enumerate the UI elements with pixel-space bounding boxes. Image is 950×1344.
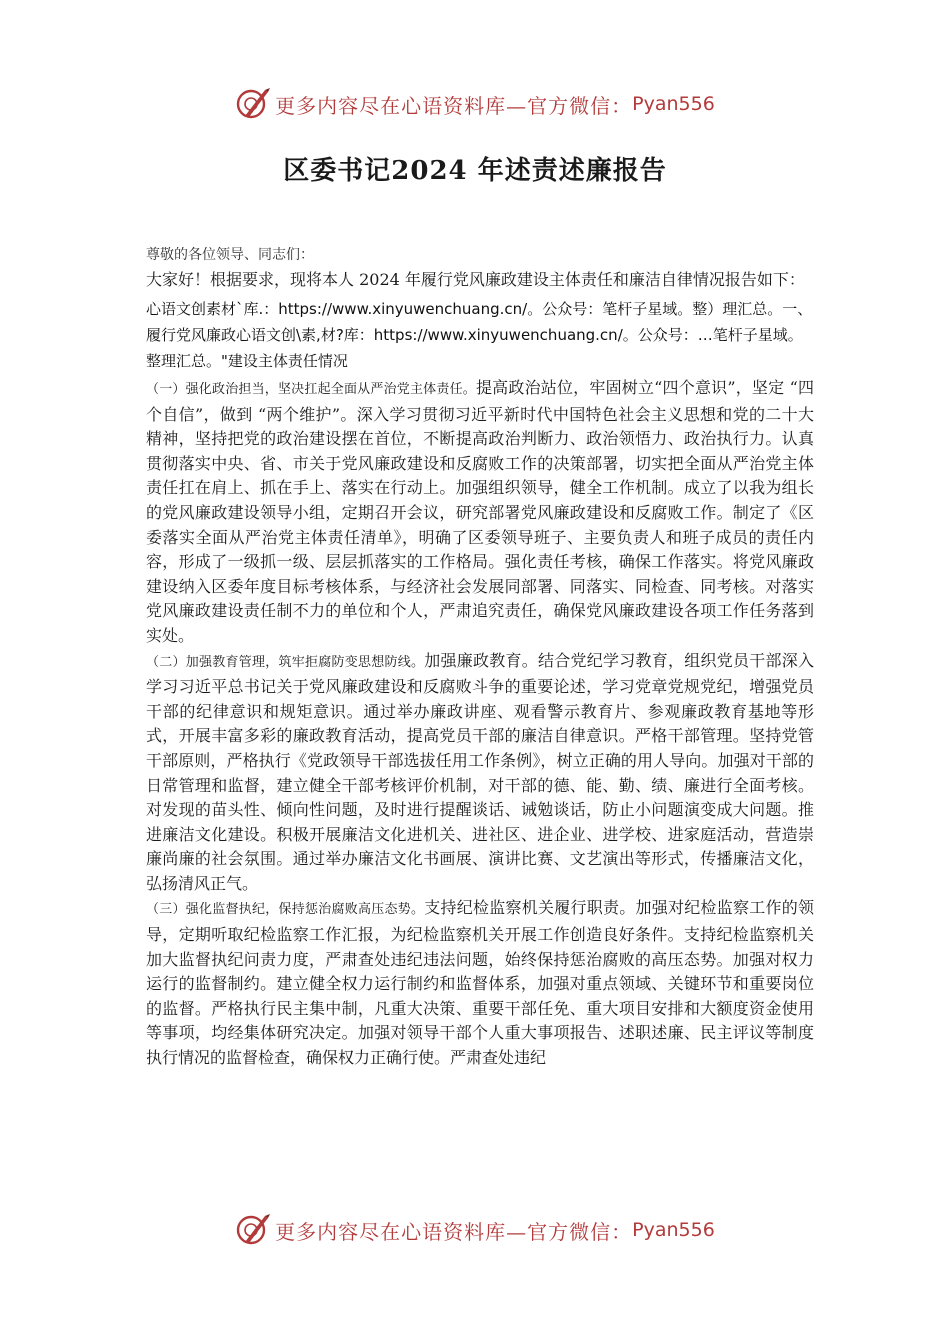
section-body-1: 提高政治站位，牢固树立“四个意识”，坚定 “四个自信”，做到 “两个维护”。深入学习贯彻习近平新时代中国特色社会主义思想和党的二十大精神，坚持把党的政治建设摆在首位，不断提高政治判断力、政治领悟力、政治执行力。认真贯彻落实中央、省、市关于党风廉政建设和反腐败工作的决策部署，切实把全面从严治党主体责任扛在肩上、抓在手上、落实在行动上。加强组织领导，健全工作机制。成立了以我为组长的党风廉政建设领导小组，定期召开会议，研究部署党风廉政建设和反腐败工作。制定了《区委落实全面从严治党主体责任清单》，明确了区委领导班子、主要负责人和班子成员的责任内容，形成了一级抓一级、层层抓落实的工作格局。强化责任考核，确保工作落实。将党风廉政建设纳入区委年度目标考核体系，与经济社会发展同部署、同落实、同检查、同考核。对落实党风廉政建设责任制不力的单位和个人，严肃追究责任，确保党风廉政建设各项工作任务落到实处。 bbox=[146, 378, 814, 645]
section-heading-3: （三）强化监督执纪，保持惩治腐败高压态势。 bbox=[146, 902, 425, 918]
source-notice: 心语文创素材`库.：https://www.xinyuwenchuang.cn/。公众号：笔杆子星域。整）理汇总。一、履行党风廉政心语文创\素,材?库：https://www.xinyuwenchuang.cn/。公众号：…笔杆子星域。整理汇总。"建设主体责任情况 bbox=[146, 300, 813, 370]
banner-text: 更多内容尽在心语资料库—官方微信： bbox=[275, 93, 633, 118]
section-paragraph-2 bbox=[146, 649, 814, 897]
section-heading-1: （一）强化政治担当，坚决扛起全面从严治党主体责任。 bbox=[146, 382, 476, 397]
section-body-2: 加强廉政教育。结合党纪学习教育，组织党员干部深入学习习近平总书记关于党风廉政建设和反腐败斗争的重要论述，学习党章党规党纪，增强党员干部的纪律意识和规矩意识。通过举办廉政讲座、观看警示教育片、参观廉政教育基地等形式，开展丰富多彩的廉政教育活动，提高党员干部的廉洁自律意识。严格干部管理。坚持党管干部原则，严格执行《党政领导干部选拔任用工作条例》，树立正确的用人导向。加强对干部的日常管理和监督，建立健全干部考核评价机制，对干部的德、能、勤、绩、廉进行全面考核。对发现的苗头性、倾向性问题，及时进行提醒谈话、诫勉谈话，防止小问题演变成大问题。推进廉洁文化建设。积极开展廉洁文化进机关、进社区、进企业、进学校、进家庭活动，营造崇廉尚廉的社会氛围。通过举办廉洁文化书画展、演讲比赛、文艺演出等形式，传播廉洁文化，弘扬清风正气。 bbox=[146, 650, 814, 893]
document-title: 区委书记2024 年述责述廉报告 bbox=[283, 156, 667, 186]
banner-text: 更多内容尽在心语资料库—官方微信： bbox=[275, 1219, 633, 1244]
banner-wechat-id: Pyan556 bbox=[632, 1219, 715, 1241]
intro-paragraph: 大家好！根据要求，现将本人 2024 年履行党风廉政建设主体责任和廉洁自律情况报告如下： bbox=[146, 270, 805, 289]
section-paragraph-3 bbox=[146, 896, 814, 1070]
section-paragraph-1 bbox=[146, 376, 814, 649]
footer-banner bbox=[0, 1208, 950, 1252]
banner-wechat-id: Pyan556 bbox=[632, 93, 715, 115]
greeting: 尊敬的各位领导、同志们： bbox=[146, 247, 314, 263]
document-body bbox=[146, 244, 814, 1071]
section-body-3: 支持纪检监察机关履行职责。加强对纪检监察工作的领导，定期听取纪检监察工作汇报，为纪检监察机关开展工作创造良好条件。支持纪检监察机关加大监督执纪问责力度，严肃查处违纪违法问题，始终保持惩治腐败的高压态势。加强对权力运行的监督制约。建立健全权力运行制约和监督体系，加强对重点领域、关键环节和重要岗位的监督。严格执行民主集中制，凡重大决策、重要干部任免、重大项目安排和大额度资金使用等事项，均经集体研究决定。加强对领导干部个人重大事项报告、述职述廉、民主评议等制度执行情况的监督检查，确保权力正确行使。严肃查处违纪 bbox=[146, 898, 814, 1068]
header-banner bbox=[0, 82, 950, 126]
quill-logo-icon bbox=[235, 86, 271, 122]
quill-logo-icon bbox=[235, 1212, 271, 1248]
section-heading-2: （二）加强教育管理，筑牢拒腐防变思想防线。 bbox=[146, 654, 425, 670]
